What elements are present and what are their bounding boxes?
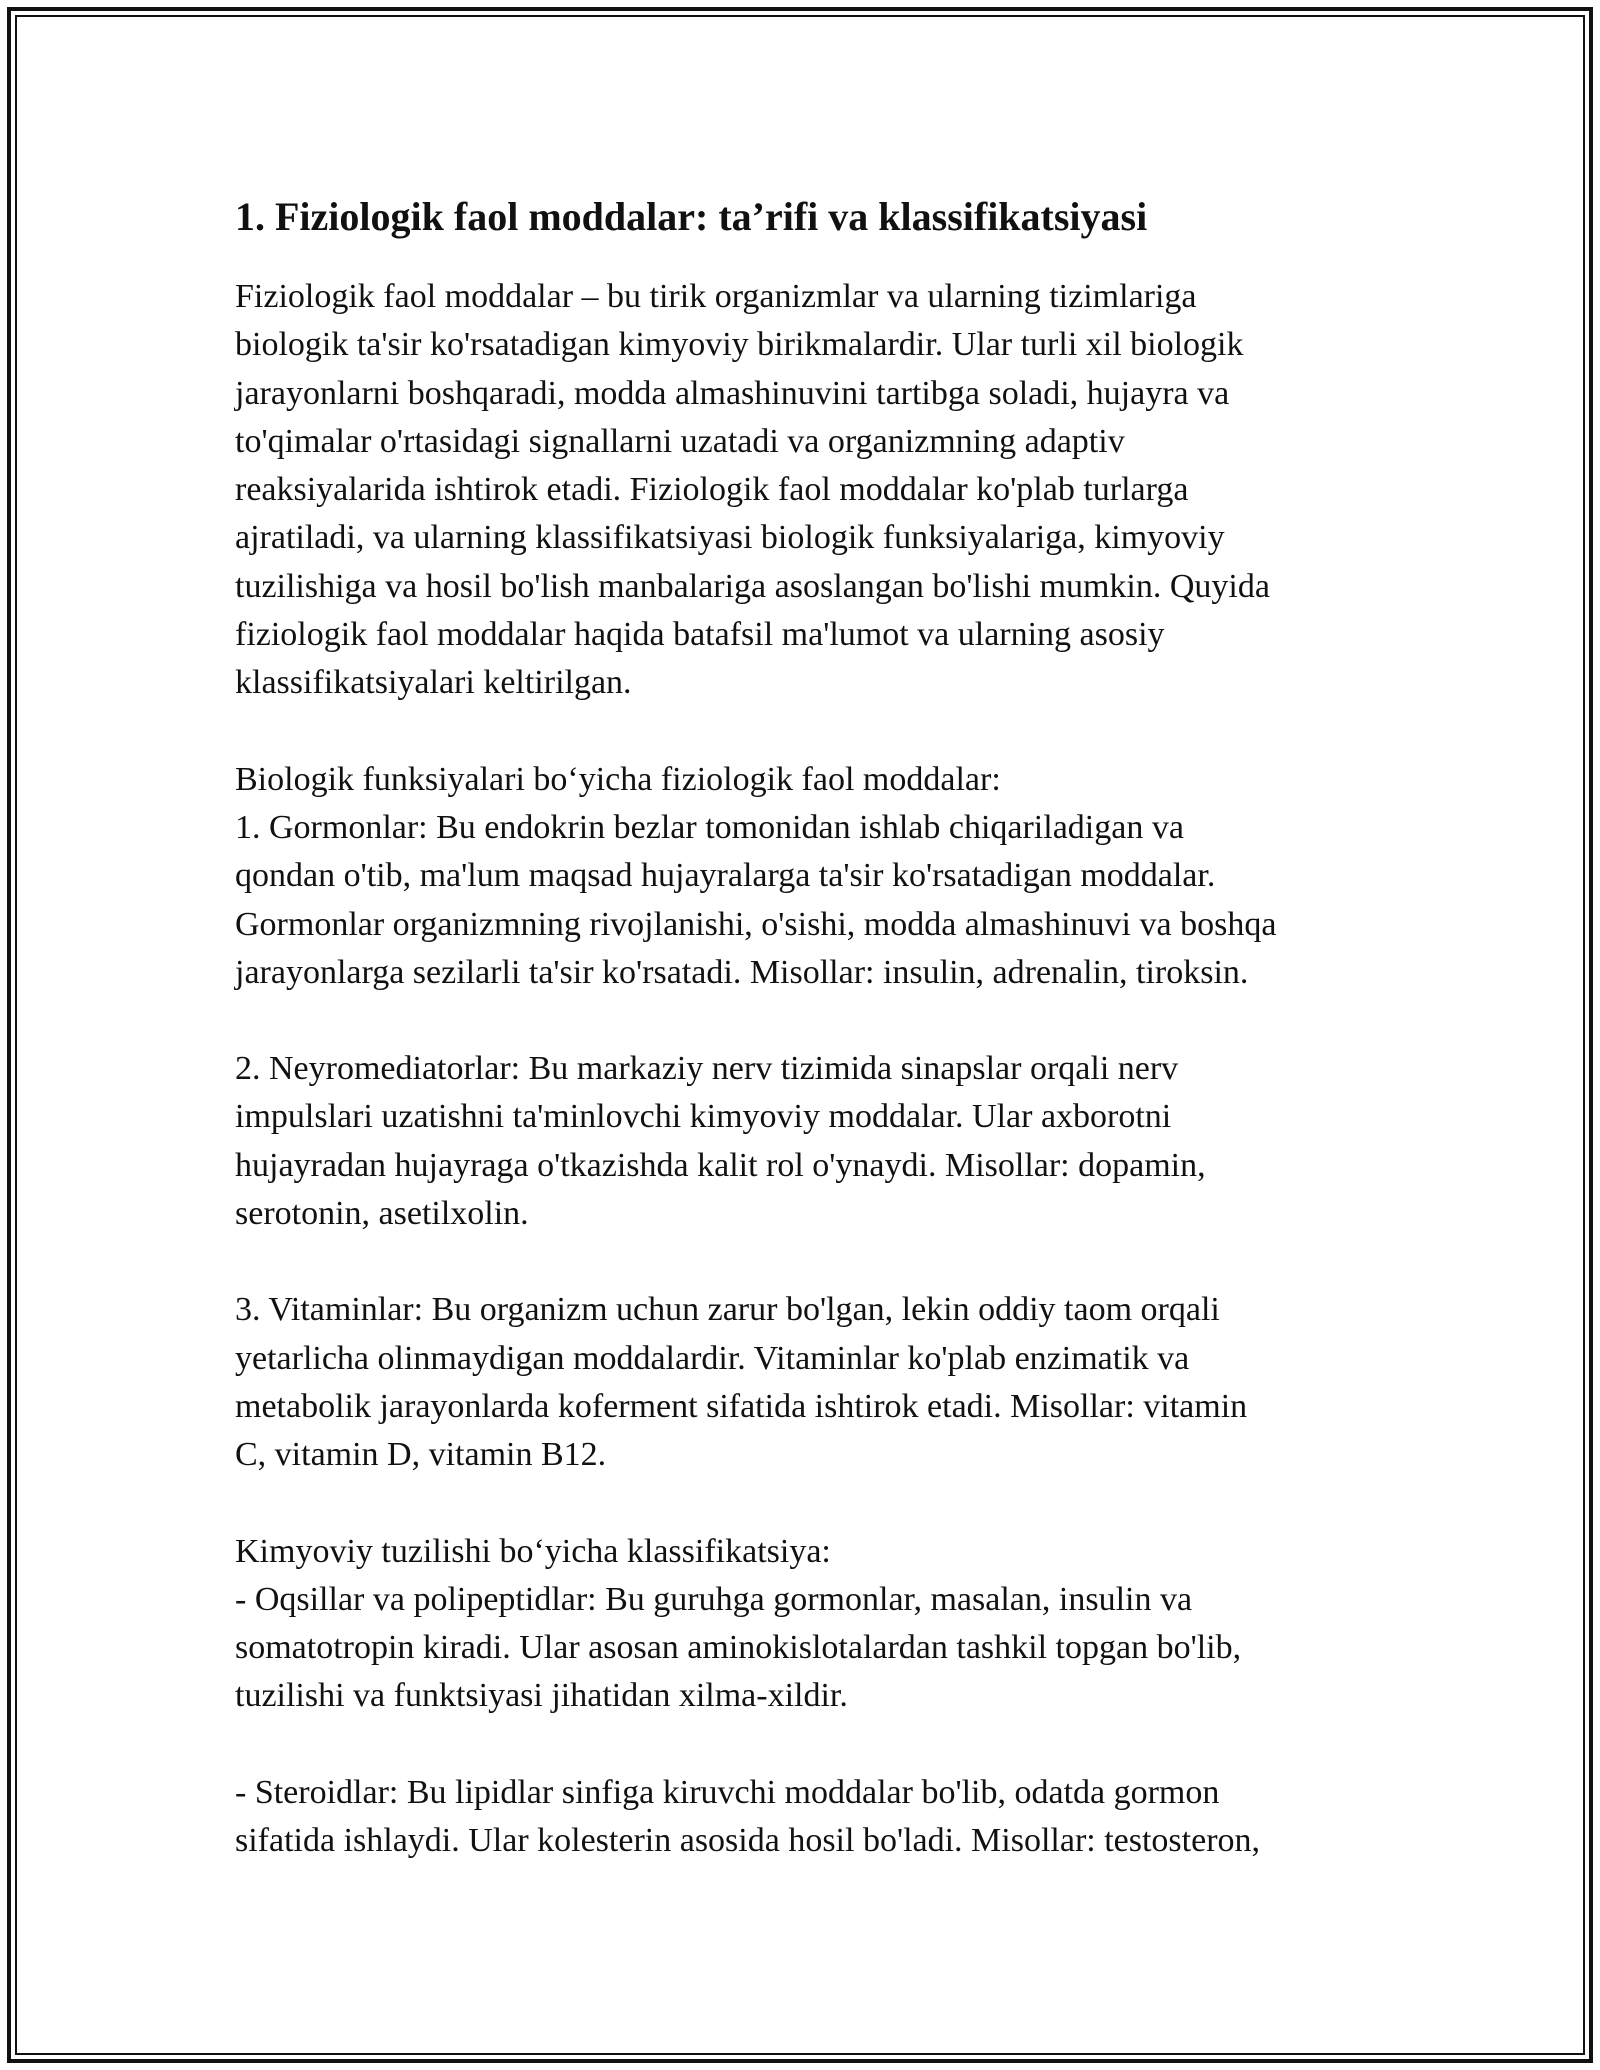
neurotransmitters-paragraph [235,1045,1375,1238]
text-line: Fiziologik faol moddalar – bu tirik organizmlar va ularning tizimlariga [235,278,1197,315]
text-line: somatotropin kiradi. Ular asosan aminokislotalardan tashkil topgan bo'lib, [235,1629,1242,1667]
text-line: hujayradan hujayraga o'tkazishda kalit rol o'ynaydi. Misollar: dopamin, [235,1146,1206,1184]
text-line: impulslari uzatishni ta'minlovchi kimyoviy moddalar. Ular axborotni [235,1098,1172,1136]
vitamins-paragraph [235,1286,1375,1479]
text-line: yetarlicha olinmaydigan moddalardir. Vitaminlar ko'plab enzimatik va [235,1339,1190,1377]
text-line: jarayonlarga sezilarli ta'sir ko'rsatadi. Misollar: insulin, adrenalin, tiroksin. [235,953,1249,991]
text-line: 3. Vitaminlar: Bu organizm uchun zarur bo'lgan, lekin oddiy taom orqali [235,1291,1220,1329]
text-line: 2. Neyromediatorlar: Bu markaziy nerv tizimida sinapslar orqali nerv [235,1050,1179,1088]
text-line: to'qimalar o'rtasidagi signallarni uzatadi va organizmning adaptiv [235,422,1125,460]
text-line: jarayonlarni boshqaradi, modda almashinuvini tartibga soladi, hujayra va [235,374,1230,412]
text-line: biologik ta'sir ko'rsatadigan kimyoviy birikmalardir. Ular turli xil biologik [235,326,1244,364]
intro-paragraph [235,273,1375,708]
biological-functions-section [235,756,1375,997]
text-line: ajratiladi, va ularning klassifikatsiyasi biologik funksiyalariga, kimyoviy [235,519,1225,557]
text-line: tuzilishi va funktsiyasi jihatidan xilma-xildir. [235,1677,848,1715]
chemical-structure-section [235,1528,1375,1721]
text-line: serotonin, asetilxolin. [235,1195,529,1233]
section-title: Kimyoviy tuzilishi bo‘yicha klassifikatsiya: [235,1532,831,1570]
text-line: sifatida ishlaydi. Ular kolesterin asosida hosil bo'ladi. Misollar: testosteron, [235,1822,1261,1860]
text-line: fiziologik faol moddalar haqida batafsil ma'lumot va ularning asosiy [235,616,1165,654]
text-line: Gormonlar organizmning rivojlanishi, o'sishi, modda almashinuvi va boshqa [235,905,1277,943]
text-line: reaksiyalarida ishtirok etadi. Fiziologik faol moddalar ko'plab turlarga [235,471,1189,509]
text-line: metabolik jarayonlarda koferment sifatida ishtirok etadi. Misollar: vitamin [235,1387,1248,1425]
text-line: - Steroidlar: Bu lipidlar sinfiga kiruvchi moddalar bo'lib, odatda gormon [235,1773,1220,1811]
section-title: Biologik funksiyalari bo‘yicha fiziologik faol moddalar: [235,760,1001,798]
text-line: klassifikatsiyalari keltirilgan. [235,664,632,702]
text-line: - Oqsillar va polipeptidlar: Bu guruhga gormonlar, masalan, insulin va [235,1580,1193,1618]
document-body [235,180,1375,1865]
text-line: qondan o'tib, ma'lum maqsad hujayralarga ta'sir ko'rsatadigan moddalar. [235,857,1216,895]
text-line: C, vitamin D, vitamin B12. [235,1436,607,1474]
text-line: 1. Gormonlar: Bu endokrin bezlar tomonidan ishlab chiqariladigan va [235,808,1184,846]
text-line: tuzilishiga va hosil bo'lish manbalariga asoslangan bo'lishi mumkin. Quyida [235,567,1270,605]
steroids-paragraph [235,1769,1375,1866]
document-heading: 1. Fiziologik faol moddalar: ta’rifi va klassifikatsiyasi [235,194,1148,239]
